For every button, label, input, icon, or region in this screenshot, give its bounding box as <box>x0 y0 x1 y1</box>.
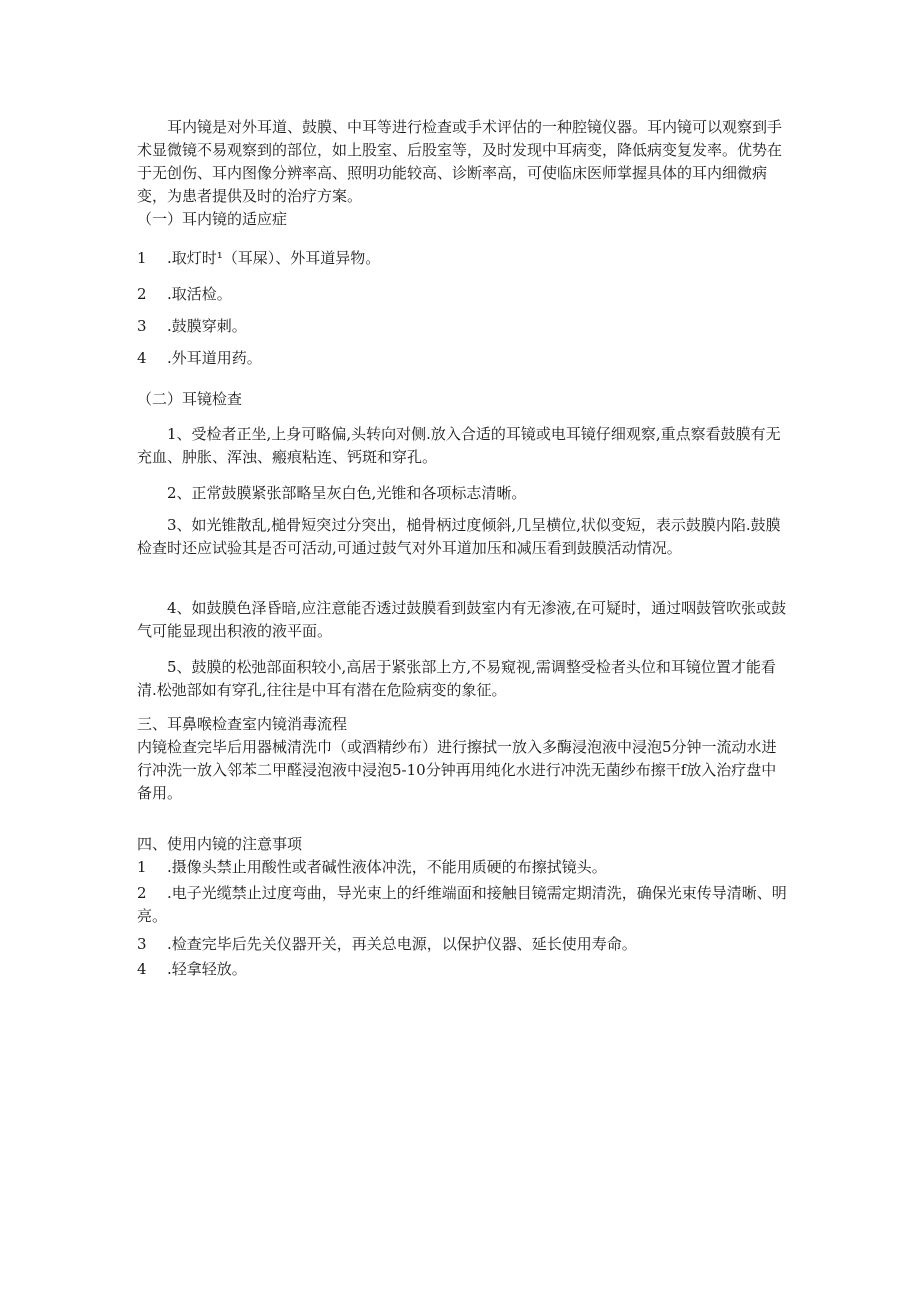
item-text: .鼓膜穿刺。 <box>167 317 247 335</box>
section1-item <box>137 283 787 306</box>
section2-paragraph: 1、受检者正坐,上身可略偏,头转向对侧.放入合适的耳镜或电耳镜仔细观察,重点察看鼓膜有无充血、肿胀、浑浊、瘢痕粘连、钙斑和穿孔。 <box>137 425 781 466</box>
item-number: 1 <box>137 249 147 267</box>
section1-item <box>137 315 787 338</box>
item-text: .摄像头禁止用酸性或者碱性液体冲洗，不能用质硬的布擦拭镜头。 <box>167 858 607 876</box>
section2-heading: （二）耳镜检查 <box>137 390 243 408</box>
intro-paragraph: 耳内镜是对外耳道、鼓膜、中耳等进行检查或手术评估的一种腔镜仪器。耳内镜可以观察到手术显微镜不易观察到的部位，如上股室、后股室等，及时发现中耳病变，降低病变复发率。优势在于无创伤、耳内图像分辨率高、照明功能较高、诊断率高，可使临床医师掌握具体的耳内细微病变，为患者提供及时的治疗方案。 <box>137 118 783 205</box>
section2-paragraph: 5、鼓膜的松弛部面积较小,高居于紧张部上方,不易窥视,需调整受检者头位和耳镜位置才能看清.松弛部如有穿孔,往往是中耳有潜在危险病变的象征。 <box>137 658 776 699</box>
item-text: .检查完毕后先关仪器开关，再关总电源，以保护仪器、延长使用寿命。 <box>167 935 637 953</box>
item-number: 3 <box>137 935 147 953</box>
item-number: 3 <box>137 317 147 335</box>
section4-item <box>137 882 787 928</box>
item-text: .取灯时¹（耳屎）、外耳道异物。 <box>167 249 381 267</box>
section1-item <box>137 347 787 370</box>
section4-heading: 四、使用内镜的注意事项 <box>137 835 303 853</box>
item-number: 2 <box>137 285 147 303</box>
item-number: 1 <box>137 858 147 876</box>
item-text: .轻拿轻放。 <box>167 960 247 978</box>
item-number: 4 <box>137 960 147 978</box>
section1-item <box>137 247 787 270</box>
section3-heading: 三、耳鼻喉检查室内镜消毒流程 <box>137 715 348 733</box>
item-text: .外耳道用药。 <box>167 349 262 367</box>
section2-paragraph: 3、如光锥散乱,槌骨短突过分突出，槌骨柄过度倾斜,几呈横位,状似变短，表示鼓膜内陷.鼓膜检查时还应试验其是否可活动,可通过鼓气对外耳道加压和减压看到鼓膜活动情况。 <box>137 516 781 557</box>
section1-heading: （一）耳内镜的适应症 <box>137 210 288 228</box>
item-number: 2 <box>137 884 147 902</box>
item-text: .取活检。 <box>167 285 232 303</box>
section4-item <box>137 933 787 956</box>
section4-item <box>137 856 787 879</box>
item-text: .电子光缆禁止过度弯曲，导光束上的纤维端面和接触目镜需定期清洗，确保光束传导清晰、明亮。 <box>137 884 787 925</box>
section3-body: 内镜检查完毕后用器械清洗巾（或酒精纱布）进行擦拭一放入多酶浸泡液中浸泡5分钟一流动水进行冲洗一放入邻苯二甲醛浸泡液中浸泡5-10分钟再用纯化水进行冲洗无菌纱布擦干f放入治疗盘中备用。 <box>137 738 777 802</box>
item-number: 4 <box>137 349 147 367</box>
section4-item <box>137 958 787 981</box>
section2-paragraph: 2、正常鼓膜紧张部略呈灰白色,光锥和各项标志清晰。 <box>167 484 527 502</box>
section2-paragraph: 4、如鼓膜色泽昏暗,应注意能否透过鼓膜看到鼓室内有无渗液,在可疑时，通过咽鼓管吹张或鼓气可能显现出积液的液平面。 <box>137 599 787 640</box>
